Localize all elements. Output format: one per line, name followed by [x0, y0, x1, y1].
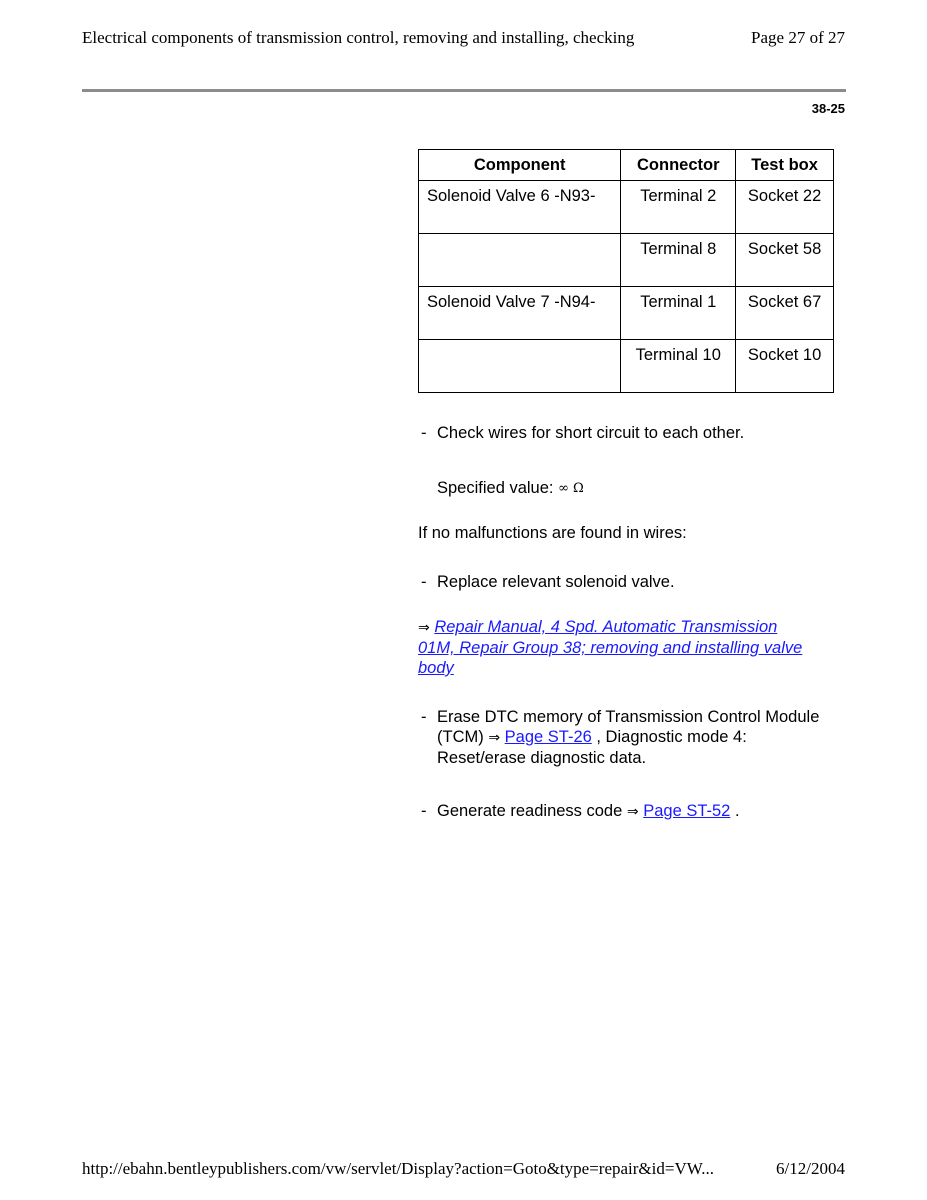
column-header: Component [419, 150, 621, 181]
page-st-52-link[interactable]: Page ST-52 [643, 802, 731, 820]
table-row [419, 340, 834, 393]
step-text: Erase DTC memory of Transmission Control Module (TCM) [437, 708, 820, 746]
specified-value-line [418, 478, 846, 499]
footer-date: 6/12/2004 [776, 1159, 845, 1178]
bullet-dash: - [421, 573, 427, 591]
step-text: Check wires for short circuit to each other. [437, 424, 745, 442]
step-replace-valve [418, 572, 846, 592]
column-header: Connector [621, 150, 736, 181]
table-cell: Terminal 8 [621, 234, 736, 287]
table-cell: Socket 10 [736, 340, 834, 393]
table-cell: Socket 22 [736, 181, 834, 234]
table-row [419, 234, 834, 287]
repair-manual-reference [418, 617, 818, 678]
bullet-dash: - [421, 424, 427, 442]
table-row [419, 181, 834, 234]
table-row [419, 287, 834, 340]
section-number: 38-25 [811, 101, 845, 116]
table-cell: Solenoid Valve 7 -N94- [419, 287, 621, 340]
step-text: , Diagnostic mode 4: Reset/erase diagnostic data. [437, 728, 747, 767]
step-text: . [734, 802, 740, 820]
arrow-icon: ⇒ [418, 620, 430, 636]
step-readiness-code [418, 801, 846, 822]
page-st-26-link[interactable]: Page ST-26 [504, 728, 592, 746]
header-divider [82, 89, 846, 92]
bullet-dash: - [421, 708, 427, 726]
step-text: Generate readiness code [437, 802, 623, 820]
document-title: Electrical components of transmission control, removing and installing, checking [82, 28, 635, 47]
specified-value-label: Specified value: [437, 479, 554, 497]
table-cell [419, 234, 621, 287]
table-cell [419, 340, 621, 393]
table-cell: Terminal 1 [621, 287, 736, 340]
repair-manual-link[interactable]: Repair Manual, 4 Spd. Automatic Transmission 01M, Repair Group 38; removing and installing valve body [418, 618, 803, 677]
table-cell: Terminal 10 [621, 340, 736, 393]
table-cell: Socket 58 [736, 234, 834, 287]
arrow-icon: ⇒ [488, 730, 501, 746]
bullet-dash: - [421, 802, 427, 820]
main-content [418, 149, 846, 822]
connector-table [418, 149, 834, 393]
infinity-ohm-symbol: ∞ Ω [558, 481, 584, 496]
column-header: Test box [736, 150, 834, 181]
footer-url: http://ebahn.bentleypublishers.com/vw/servlet/Display?action=Goto&type=repair&id=VW... [82, 1159, 714, 1178]
step-check-wires [418, 423, 846, 443]
condition-text: If no malfunctions are found in wires: [418, 524, 687, 542]
page-indicator: Page 27 of 27 [751, 28, 845, 47]
step-text: Replace relevant solenoid valve. [437, 573, 675, 591]
table-cell: Socket 67 [736, 287, 834, 340]
table-cell: Terminal 2 [621, 181, 736, 234]
step-erase-dtc [418, 707, 837, 768]
table-header-row [419, 150, 834, 181]
arrow-icon: ⇒ [626, 804, 639, 820]
table-cell: Solenoid Valve 6 -N93- [419, 181, 621, 234]
